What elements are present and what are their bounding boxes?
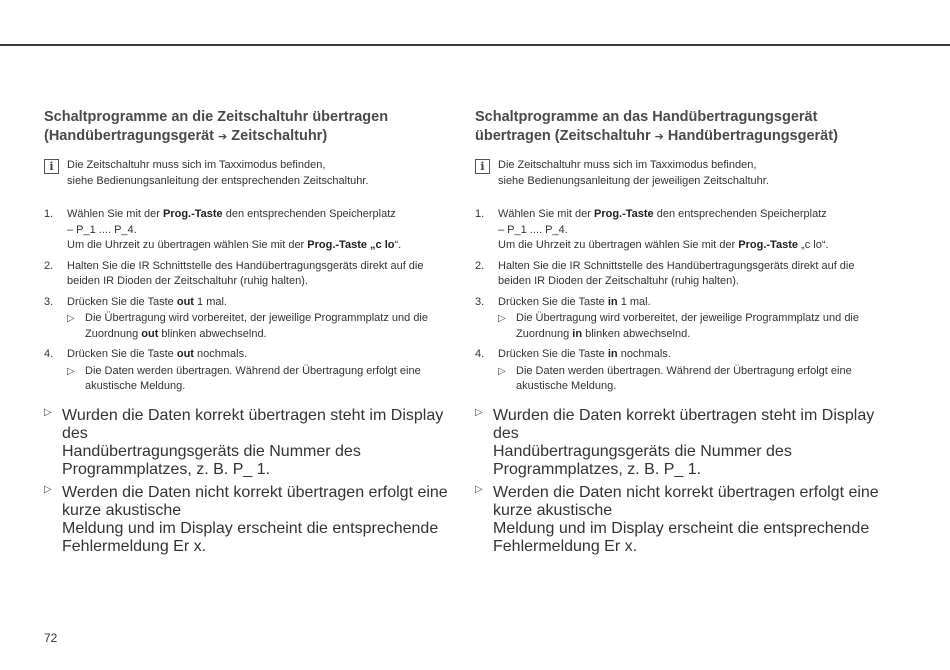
key-name: in bbox=[607, 295, 618, 308]
step-text: 1 mal. bbox=[617, 295, 651, 308]
triangle-bullet-icon: ▷ bbox=[475, 406, 483, 418]
triangle-bullet-icon: ▷ bbox=[498, 365, 506, 377]
info-note bbox=[475, 158, 895, 189]
step-text: Um die Uhrzeit zu übertragen wählen Sie mit der bbox=[498, 239, 739, 251]
sub-text: Die Daten werden übertragen. Während der Übertragung erfolgt eine bbox=[85, 364, 421, 377]
list-item bbox=[475, 207, 895, 254]
key-name: in bbox=[572, 327, 583, 340]
sub-text: Meldung und im Display erscheint die entsprechende Fehlermeldung Er x. bbox=[62, 519, 439, 555]
key-name: out bbox=[176, 295, 194, 308]
list-item bbox=[44, 207, 464, 254]
sub-text: Zuordnung bbox=[85, 327, 142, 340]
sub-text: Werden die Daten nicht korrekt übertragen erfolgt eine kurze akustische bbox=[493, 483, 879, 519]
list-item bbox=[44, 259, 464, 290]
sub-text: Meldung und im Display erscheint die entsprechende Fehlermeldung Er x. bbox=[493, 519, 870, 555]
step-text: nochmals. bbox=[617, 348, 671, 360]
sub-item bbox=[498, 311, 895, 342]
key-name: Prog.-Taste bbox=[738, 239, 798, 251]
sub-text: Wurden die Daten korrekt übertragen steht im Display des bbox=[62, 406, 444, 442]
step-text: Drücken Sie die Taste bbox=[67, 348, 177, 360]
right-arrow-icon: ➔ bbox=[654, 130, 664, 143]
step-text: den entsprechenden Speicherplatz bbox=[653, 208, 827, 220]
sub-text: Die Daten werden übertragen. Während der Übertragung erfolgt eine bbox=[516, 364, 852, 377]
step-number: 4. bbox=[475, 348, 485, 360]
step-text: Drücken Sie die Taste bbox=[67, 295, 177, 308]
step-text: – P_1 .... P_4. bbox=[498, 223, 568, 236]
step-text: Drücken Sie die Taste bbox=[498, 295, 608, 308]
sub-item bbox=[44, 484, 464, 556]
result-notes bbox=[44, 407, 464, 556]
heading-line: Schaltprogramme an das Handübertragungsgerät bbox=[475, 109, 818, 125]
heading-line: (Handübertragungsgerät bbox=[44, 128, 214, 144]
result-notes bbox=[475, 407, 895, 556]
triangle-bullet-icon: ▷ bbox=[67, 365, 75, 377]
info-text: Die Zeitschaltuhr muss sich im Taxximodus befinden, bbox=[67, 159, 326, 171]
sub-item bbox=[44, 407, 464, 479]
steps-list bbox=[44, 207, 464, 395]
right-arrow-icon: ➔ bbox=[218, 130, 228, 143]
triangle-bullet-icon: ▷ bbox=[44, 483, 52, 495]
sub-text: blinken abwechselnd. bbox=[158, 327, 267, 340]
sub-text: blinken abwechselnd. bbox=[582, 327, 691, 340]
step-text: – P_1 .... P_4. bbox=[67, 223, 137, 236]
info-note bbox=[44, 158, 464, 189]
triangle-bullet-icon: ▷ bbox=[67, 313, 75, 324]
step-number: 3. bbox=[475, 295, 485, 308]
step-number: 1. bbox=[44, 208, 54, 220]
sub-text: Handübertragungsgeräts die Nummer des Programmplatzes, z. B. P_ 1. bbox=[493, 442, 792, 478]
heading-line: übertragen (Zeitschaltuhr bbox=[475, 128, 651, 144]
step-number: 2. bbox=[475, 259, 485, 272]
steps-list bbox=[475, 207, 895, 395]
heading-line: Zeitschaltuhr) bbox=[231, 128, 328, 144]
sub-item bbox=[475, 407, 895, 479]
heading-line: Schaltprogramme an die Zeitschaltuhr übertragen bbox=[44, 109, 389, 125]
key-name: in bbox=[607, 348, 618, 360]
step-text: Wählen Sie mit der bbox=[67, 208, 163, 220]
list-item bbox=[44, 347, 464, 395]
heading-line: Handübertragungsgerät) bbox=[667, 128, 838, 144]
sub-text: Handübertragungsgeräts die Nummer des Programmplatzes, z. B. P_ 1. bbox=[62, 442, 361, 478]
step-text: „c lo“. bbox=[797, 239, 829, 251]
step-text: 1 mal. bbox=[193, 295, 227, 308]
step-text: “. bbox=[394, 239, 402, 251]
step-text: beiden IR Dioden der Zeitschaltuhr (ruhig halten). bbox=[498, 275, 739, 287]
key-name: out bbox=[141, 327, 159, 340]
step-text: Wählen Sie mit der bbox=[498, 208, 594, 220]
step-text: nochmals. bbox=[193, 348, 248, 360]
step-number: 3. bbox=[44, 295, 54, 308]
step-text: den entsprechenden Speicherplatz bbox=[222, 208, 396, 220]
sub-text: Zuordnung bbox=[516, 327, 573, 340]
step-text: Halten Sie die IR Schnittstelle des Handübertragungsgeräts direkt auf die bbox=[498, 259, 855, 272]
sub-text: Werden die Daten nicht korrekt übertragen erfolgt eine kurze akustische bbox=[62, 483, 448, 519]
triangle-bullet-icon: ▷ bbox=[44, 406, 52, 418]
sub-text: akustische Meldung. bbox=[85, 380, 186, 392]
list-item bbox=[44, 295, 464, 343]
info-icon: i bbox=[44, 159, 59, 174]
sub-item bbox=[67, 364, 464, 395]
step-text: Drücken Sie die Taste bbox=[498, 348, 608, 360]
section-right bbox=[475, 108, 895, 561]
step-text: Um die Uhrzeit zu übertragen wählen Sie mit der bbox=[67, 239, 308, 251]
info-text: siehe Bedienungsanleitung der jeweiligen Zeitschaltuhr. bbox=[498, 174, 769, 187]
step-number: 4. bbox=[44, 348, 54, 360]
step-text: Halten Sie die IR Schnittstelle des Handübertragungsgeräts direkt auf die bbox=[67, 259, 424, 272]
top-rule bbox=[0, 44, 950, 46]
sub-text: Wurden die Daten korrekt übertragen steht im Display des bbox=[493, 406, 875, 442]
sub-item bbox=[498, 364, 895, 395]
step-number: 1. bbox=[475, 208, 485, 220]
sub-text: Die Übertragung wird vorbereitet, der jeweilige Programmplatz und die bbox=[85, 312, 428, 324]
section-heading bbox=[475, 108, 895, 146]
page-number: 72 bbox=[44, 631, 58, 645]
key-name: Prog.-Taste bbox=[593, 208, 654, 220]
step-number: 2. bbox=[44, 259, 54, 272]
section-heading bbox=[44, 108, 464, 146]
triangle-bullet-icon: ▷ bbox=[475, 483, 483, 495]
sub-text: akustische Meldung. bbox=[516, 380, 617, 392]
key-name: Prog.-Taste bbox=[162, 208, 223, 220]
step-text: beiden IR Dioden der Zeitschaltuhr (ruhig halten). bbox=[67, 275, 308, 287]
info-text: Die Zeitschaltuhr muss sich im Taxximodus befinden, bbox=[498, 159, 757, 171]
sub-text: Die Übertragung wird vorbereitet, der jeweilige Programmplatz und die bbox=[516, 312, 859, 324]
list-item bbox=[475, 295, 895, 343]
key-name: out bbox=[176, 348, 194, 360]
key-name: Prog.-Taste „c lo bbox=[307, 239, 395, 251]
info-text: siehe Bedienungsanleitung der entsprechenden Zeitschaltuhr. bbox=[67, 174, 369, 187]
list-item bbox=[475, 259, 895, 290]
list-item bbox=[475, 347, 895, 395]
sub-item bbox=[475, 484, 895, 556]
section-left bbox=[44, 108, 464, 561]
sub-item bbox=[67, 311, 464, 342]
triangle-bullet-icon: ▷ bbox=[498, 313, 506, 324]
info-icon: i bbox=[475, 159, 490, 174]
